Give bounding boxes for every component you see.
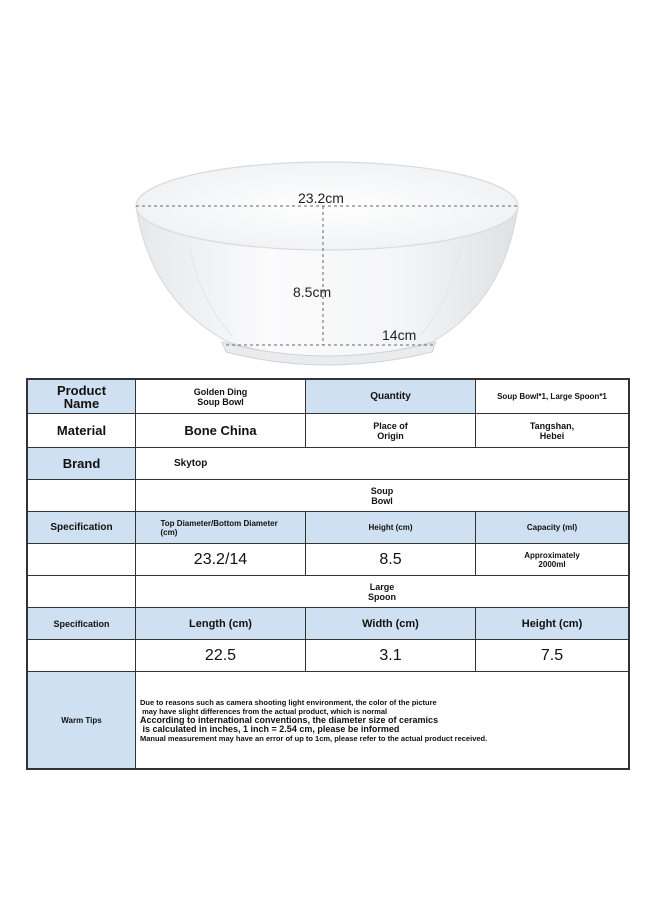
large-spoon-col2-header: Width (cm)	[362, 617, 419, 630]
row-warm-tips	[28, 672, 628, 768]
warm-tips-text-cell	[136, 672, 628, 768]
large-spoon-col2-header-cell	[306, 608, 476, 639]
large-spoon-col3-header: Height (cm)	[521, 617, 583, 630]
material-value: Bone China	[184, 423, 257, 438]
row-soup-bowl-values	[28, 544, 628, 576]
warm-tips-label: Warm Tips	[61, 715, 102, 725]
soup-bowl-col2-value: 8.5	[379, 550, 402, 568]
large-spoon-col3-value: 7.5	[540, 646, 564, 664]
material-label-cell	[28, 414, 136, 447]
soup-bowl-col2-value-cell	[306, 544, 476, 575]
row-soup-bowl-title	[28, 480, 628, 512]
spec-table	[26, 378, 630, 770]
product-name-value-cell	[136, 380, 306, 413]
large-spoon-title: Large Spoon	[368, 581, 396, 602]
origin-value: Tangshan, Hebei	[529, 420, 575, 441]
product-name-value: Golden Ding Soup Bowl	[193, 386, 248, 407]
origin-label: Place of Origin	[373, 420, 408, 441]
soup-bowl-col3-value-cell	[476, 544, 628, 575]
row-product-name	[28, 380, 628, 414]
large-spoon-col1-header-cell	[136, 608, 306, 639]
empty-cell	[28, 640, 136, 671]
material-value-cell	[136, 414, 306, 447]
product-image	[0, 0, 660, 380]
soup-bowl-spec-label-cell	[28, 512, 136, 543]
warm-tip-line: may have slight differences from the actual product, which is normal	[140, 707, 388, 716]
quantity-value: Soup Bowl*1, Large Spoon*1	[497, 392, 607, 401]
soup-bowl-title-cell	[136, 480, 628, 511]
warm-tips-label-cell	[28, 672, 136, 768]
brand-label: Brand	[62, 456, 101, 471]
bottom-diameter-label: 14cm	[382, 327, 417, 343]
large-spoon-col2-value: 3.1	[379, 646, 402, 664]
soup-bowl-col3-header-cell	[476, 512, 628, 543]
empty-cell	[28, 480, 136, 511]
empty-cell	[28, 576, 136, 607]
soup-bowl-col1-header: Top Diameter/Bottom Diameter (cm)	[160, 518, 278, 537]
large-spoon-spec-label: Specification	[53, 618, 110, 629]
soup-bowl-col3-value: Approximately 2000ml	[524, 550, 580, 569]
row-large-spoon-title	[28, 576, 628, 608]
large-spoon-col1-value: 22.5	[204, 646, 237, 664]
brand-value: Skytop	[174, 457, 208, 469]
row-material	[28, 414, 628, 448]
brand-value-cell	[136, 448, 628, 479]
warm-tip-line: Manual measurement may have an error of up to 1cm, please refer to the actual product received.	[140, 734, 488, 743]
large-spoon-col1-header: Length (cm)	[189, 617, 252, 630]
top-diameter-label: 23.2cm	[298, 190, 344, 206]
warm-tip-line: According to international conventions, the diameter size of ceramics	[140, 715, 439, 725]
large-spoon-col1-value-cell	[136, 640, 306, 671]
soup-bowl-spec-label: Specification	[50, 521, 113, 533]
large-spoon-title-cell	[136, 576, 628, 607]
large-spoon-col2-value-cell	[306, 640, 476, 671]
warm-tip-line: Due to reasons such as camera shooting light environment, the color of the picture	[140, 698, 437, 707]
soup-bowl-col1-header-cell	[136, 512, 306, 543]
soup-bowl-title: Soup Bowl	[370, 485, 394, 506]
large-spoon-col3-header-cell	[476, 608, 628, 639]
row-soup-bowl-headers	[28, 512, 628, 544]
height-label: 8.5cm	[293, 284, 332, 300]
brand-label-cell	[28, 448, 136, 479]
soup-bowl-col3-header: Capacity (ml)	[526, 523, 578, 532]
quantity-label-cell	[306, 380, 476, 413]
large-spoon-spec-label-cell	[28, 608, 136, 639]
origin-value-cell	[476, 414, 628, 447]
row-brand	[28, 448, 628, 480]
empty-cell	[28, 544, 136, 575]
product-name-label: Product Name	[56, 382, 107, 411]
row-large-spoon-headers	[28, 608, 628, 640]
product-name-label-cell	[28, 380, 136, 413]
quantity-value-cell	[476, 380, 628, 413]
warm-tip-line: is calculated in inches, 1 inch = 2.54 cm, please be informed	[140, 724, 400, 734]
soup-bowl-col1-value: 23.2/14	[193, 550, 248, 568]
large-spoon-col3-value-cell	[476, 640, 628, 671]
row-large-spoon-values	[28, 640, 628, 672]
origin-label-cell	[306, 414, 476, 447]
quantity-label: Quantity	[370, 390, 411, 402]
material-label: Material	[56, 423, 107, 438]
soup-bowl-col2-header: Height (cm)	[368, 523, 413, 532]
soup-bowl-col1-value-cell	[136, 544, 306, 575]
soup-bowl-col2-header-cell	[306, 512, 476, 543]
